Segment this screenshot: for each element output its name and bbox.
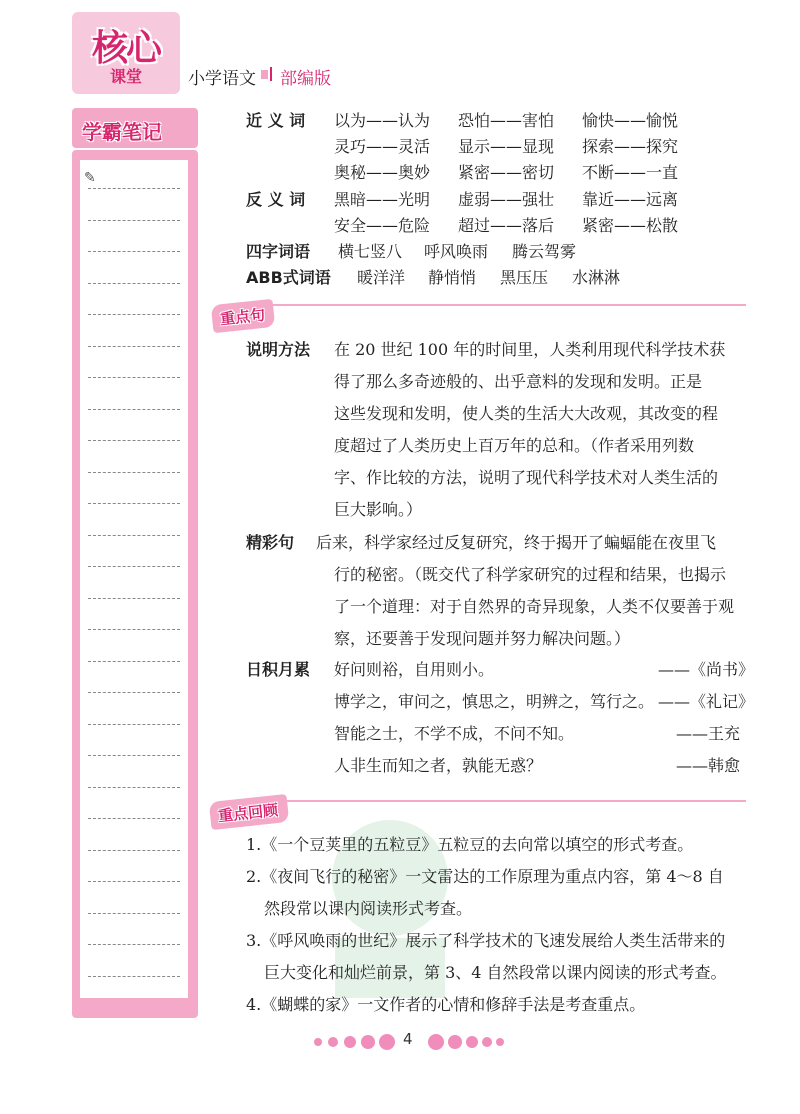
antonym-pair: 安全——危险 [334, 216, 431, 235]
note-line [88, 818, 180, 819]
footer-dot [428, 1034, 444, 1050]
note-line [88, 976, 180, 977]
footer-dot [496, 1038, 504, 1046]
quote-text: 博学之，审问之，慎思之，明辨之，笃行之。 [334, 692, 655, 711]
edition-label: 部编版 [280, 69, 331, 89]
synonym-pair: 奥秘——奥妙 [334, 163, 431, 182]
highlight-label: 精彩句 [246, 533, 295, 552]
subject-title: 小学语文 [188, 69, 256, 89]
quote-source: ——《尚书》 [658, 660, 755, 679]
note-line [88, 188, 180, 189]
method-line: 度超过了人类历史上百万年的总和。（作者采用列数 [334, 436, 695, 455]
key-sentences-tab [211, 299, 276, 333]
note-line [88, 220, 180, 221]
synonym-pair: 以为——认为 [334, 111, 431, 130]
daily-label: 日积月累 [246, 660, 311, 679]
synonym-pair: 紧密——密切 [458, 163, 555, 182]
divider-bar [270, 67, 272, 81]
highlight-line: 后来，科学家经过反复研究，终于揭开了蝙蝠能在夜里飞 [316, 533, 717, 552]
review-tab [209, 794, 289, 830]
review-item: 4.《蝴蝶的家》一文作者的心情和修辞手法是考查重点。 [246, 995, 646, 1014]
notes-title: 学霸笔记 [82, 120, 162, 144]
quote-text: 人非生而知之者，孰能无惑？ [334, 756, 543, 775]
notes-area[interactable] [80, 160, 188, 998]
method-line: 这些发现和发明，使人类的生活大大改观，其改变的程 [334, 404, 719, 423]
review-item: 2.《夜间飞行的秘密》一文雷达的工作原理为重点内容，第 4～8 自 [246, 867, 724, 886]
quote-text: 智能之士，不学不成，不问不知。 [334, 724, 575, 743]
four-char-word: 腾云驾雾 [512, 242, 577, 261]
method-line: 字、作比较的方法，说明了现代科学技术对人类生活的 [334, 468, 719, 487]
page-number: 4 [403, 1030, 413, 1048]
note-line [88, 913, 180, 914]
antonym-pair: 超过——落后 [458, 216, 555, 235]
note-line [88, 377, 180, 378]
note-line [88, 346, 180, 347]
note-line [88, 283, 180, 284]
note-line [88, 409, 180, 410]
method-line: 在 20 世纪 100 年的时间里，人类利用现代科学技术获 [334, 340, 726, 359]
antonym-pair: 虚弱——强壮 [458, 190, 555, 209]
abb-word: 静悄悄 [428, 268, 477, 287]
footer-dot [328, 1037, 338, 1047]
abb-label: ABB式词语 [246, 268, 331, 287]
quote-source: ——王充 [676, 724, 741, 743]
quote-text: 好问则裕，自用则小。 [334, 660, 495, 679]
footer-dot [379, 1034, 395, 1050]
synonym-pair: 探索——探究 [582, 137, 679, 156]
synonym-pair: 恐怕——害怕 [458, 111, 555, 130]
footer-dot [482, 1037, 492, 1047]
abb-word: 黑压压 [500, 268, 549, 287]
quote-source: ——韩愈 [676, 756, 741, 775]
method-line: 巨大影响。） [334, 500, 423, 519]
synonym-pair: 显示——显现 [458, 137, 555, 156]
note-line [88, 787, 180, 788]
key-sentences-title: 重点句 [219, 305, 266, 329]
four-char-word: 呼风唤雨 [424, 242, 489, 261]
note-line [88, 881, 180, 882]
note-line [88, 566, 180, 567]
note-line [88, 535, 180, 536]
synonyms-label: 近 义 词 [246, 111, 306, 130]
four-char-label: 四字词语 [246, 242, 311, 261]
review-item: 1.《一个豆荚里的五粒豆》五粒豆的去向常以填空的形式考查。 [246, 835, 694, 854]
note-line [88, 503, 180, 504]
note-line [88, 661, 180, 662]
highlight-line: 了一个道理：对于自然界的奇异现象，人类不仅要善于观 [334, 597, 735, 616]
review-item-continued: 巨大变化和灿烂前景，第 3、4 自然段常以课内阅读的形式考查。 [264, 963, 727, 982]
abb-word: 水淋淋 [572, 268, 621, 287]
highlight-line: 察，还要善于发现问题并努力解决问题。） [334, 629, 631, 648]
note-line [88, 314, 180, 315]
note-line [88, 472, 180, 473]
note-line [88, 724, 180, 725]
quote-source: ——《礼记》 [658, 692, 755, 711]
logo-sub-text: 课堂 [110, 67, 143, 86]
note-line [88, 850, 180, 851]
synonym-pair: 不断——一直 [582, 163, 679, 182]
antonym-pair: 紧密——松散 [582, 216, 679, 235]
footer-dot [466, 1036, 478, 1048]
note-line [88, 598, 180, 599]
divider-square [261, 70, 268, 79]
notes-title-box [72, 108, 198, 148]
pencil-icon: ✎ [84, 170, 96, 186]
method-label: 说明方法 [246, 340, 311, 359]
footer-dot [344, 1036, 356, 1048]
note-line [88, 692, 180, 693]
note-line [88, 755, 180, 756]
logo-main-text: 核心 [92, 28, 161, 69]
review-title: 重点回顾 [217, 801, 279, 826]
antonyms-label: 反 义 词 [246, 190, 306, 209]
footer-dot [314, 1038, 322, 1046]
section-rule [270, 304, 746, 306]
abb-word: 暖洋洋 [357, 268, 406, 287]
footer-dot [361, 1035, 375, 1049]
antonym-pair: 靠近——远离 [582, 190, 679, 209]
method-line: 得了那么多奇迹般的、出乎意料的发现和发明。正是 [334, 372, 703, 391]
note-line [88, 944, 180, 945]
note-line [88, 629, 180, 630]
review-item-continued: 然段常以课内阅读形式考查。 [264, 899, 473, 918]
synonym-pair: 愉快——愉悦 [582, 111, 679, 130]
synonym-pair: 灵巧——灵活 [334, 137, 431, 156]
review-item: 3.《呼风唤雨的世纪》展示了科学技术的飞速发展给人类生活带来的 [246, 931, 726, 950]
section-rule [280, 800, 746, 802]
antonym-pair: 黑暗——光明 [334, 190, 431, 209]
note-line [88, 440, 180, 441]
footer-dot [448, 1035, 462, 1049]
four-char-word: 横七竖八 [338, 242, 403, 261]
note-line [88, 251, 180, 252]
highlight-line: 行的秘密。（既交代了科学家研究的过程和结果，也揭示 [334, 565, 727, 584]
